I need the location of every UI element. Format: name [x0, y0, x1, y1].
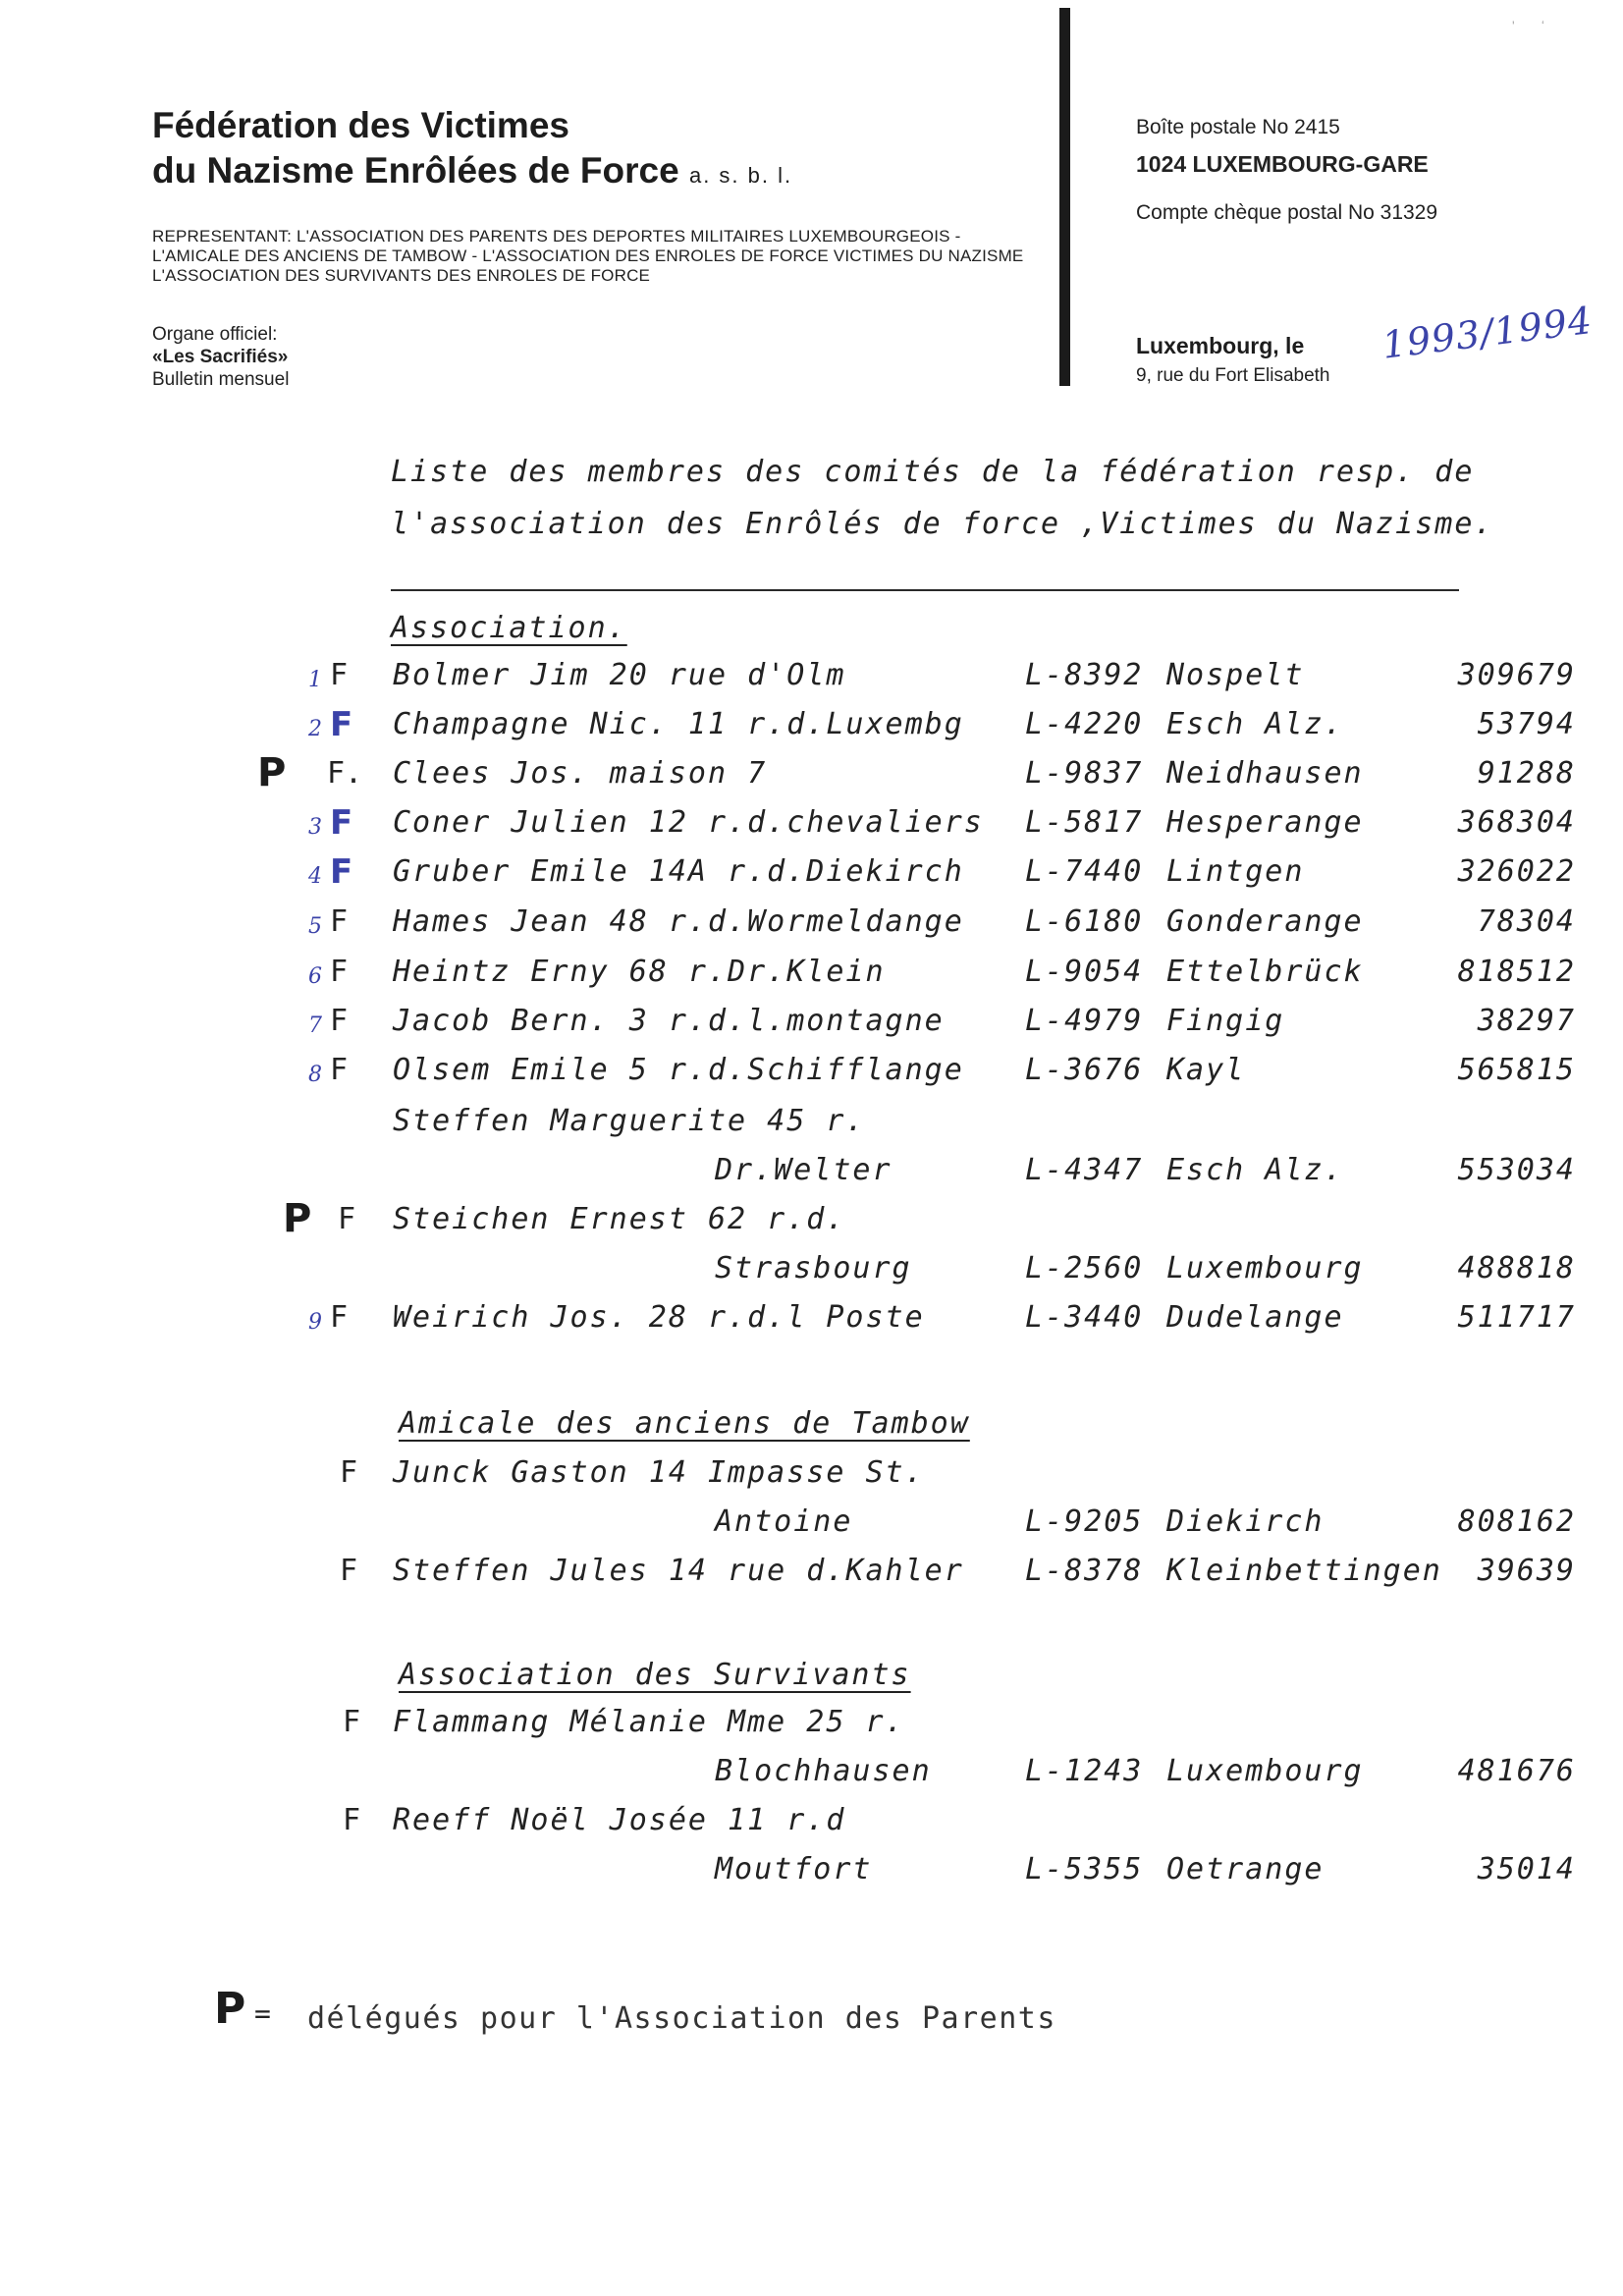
asbl-label: a. s. b. l. [688, 163, 793, 188]
row-index-number: 7 [308, 1013, 322, 1038]
letterhead-divider [1059, 8, 1070, 386]
member-postal-code: L-8378 [1025, 1554, 1144, 1588]
member-number: 53794 [1477, 707, 1576, 741]
row-index-number: 8 [308, 1063, 322, 1087]
member-name-address: Jacob Bern. 3 r.d.l.montagne [393, 1004, 945, 1038]
row-f-mark: F. [327, 756, 363, 791]
member-number: 326022 [1457, 854, 1576, 889]
org-name-line1: Fédération des Victimes [152, 105, 569, 145]
organ-label: Organe officiel: [152, 324, 278, 345]
member-postal-code: L-4979 [1025, 1004, 1144, 1038]
member-number: 309679 [1457, 658, 1576, 692]
member-number: 38297 [1477, 1004, 1576, 1038]
section-header-association: Association. [391, 611, 627, 645]
member-city: Kayl [1166, 1053, 1246, 1087]
member-address-continuation: Blochhausen [715, 1754, 932, 1788]
row-f-mark: F [330, 1300, 349, 1335]
row-p-delegate-mark: P [257, 750, 287, 795]
row-f-mark: F [330, 955, 349, 989]
member-postal-code: L-2560 [1025, 1251, 1144, 1285]
member-postal-code: L-9837 [1025, 756, 1144, 791]
represent-line: L'AMICALE DES ANCIENS DE TAMBOW - L'ASSOCIATION DES ENROLES DE FORCE VICTIMES DU NAZISME [152, 246, 1024, 265]
member-number: 488818 [1457, 1251, 1576, 1285]
member-number: 565815 [1457, 1053, 1576, 1087]
member-number: 91288 [1477, 756, 1576, 791]
member-name-address: Reeff Noël Josée 11 r.d [393, 1803, 846, 1837]
place-prefix: Luxembourg, le [1136, 333, 1305, 358]
member-number: 553034 [1457, 1153, 1576, 1187]
member-name-address: Flammang Mélanie Mme 25 r. [393, 1705, 905, 1739]
legend-equals: = [254, 1997, 271, 2030]
organ-name: «Les Sacrifiés» [152, 347, 289, 367]
member-city: Gonderange [1166, 904, 1364, 939]
member-city: Kleinbettingen [1166, 1554, 1442, 1588]
cheque-account: Compte chèque postal No 31329 [1136, 201, 1438, 224]
member-number: 78304 [1477, 904, 1576, 939]
member-postal-code: L-5817 [1025, 805, 1144, 840]
member-city: Fingig [1166, 1004, 1285, 1038]
organ-frequency: Bulletin mensuel [152, 369, 290, 390]
member-city: Luxembourg [1166, 1754, 1364, 1788]
member-postal-code: L-3676 [1025, 1053, 1144, 1087]
member-city: Diekirch [1166, 1504, 1325, 1539]
document-title-line2: l'association des Enrôlés de force ,Victimes du Nazisme. [391, 507, 1494, 541]
row-index-number: 9 [308, 1310, 322, 1335]
member-address-continuation: Antoine [715, 1504, 853, 1539]
handwritten-date: 1993/1994 [1380, 298, 1596, 367]
title-rule [391, 589, 1459, 591]
member-address-continuation: Dr.Welter [715, 1153, 893, 1187]
member-address-continuation: Strasbourg [715, 1251, 912, 1285]
member-number: 481676 [1457, 1754, 1576, 1788]
member-city: Nospelt [1166, 658, 1305, 692]
member-name-address: Bolmer Jim 20 rue d'Olm [393, 658, 846, 692]
member-name-address: Steffen Jules 14 rue d.Kahler [393, 1554, 964, 1588]
section-header-survivants: Association des Survivants [399, 1658, 911, 1692]
legend-text: délégués pour l'Association des Parents [307, 2001, 1056, 2036]
member-postal-code: L-9054 [1025, 955, 1144, 989]
section-header-tambow: Amicale des anciens de Tambow [399, 1406, 970, 1441]
member-city: Luxembourg [1166, 1251, 1364, 1285]
member-city: Hesperange [1166, 805, 1364, 840]
represent-line: REPRESENTANT: L'ASSOCIATION DES PARENTS DES DEPORTES MILITAIRES LUXEMBOURGEOIS - [152, 227, 961, 246]
row-f-mark: F [340, 1455, 358, 1490]
member-city: Ettelbrück [1166, 955, 1364, 989]
member-postal-code: L-4347 [1025, 1153, 1144, 1187]
row-index-number: 5 [308, 914, 322, 939]
member-number: 808162 [1457, 1504, 1576, 1539]
member-postal-code: L-6180 [1025, 904, 1144, 939]
member-address-continuation: Moutfort [715, 1852, 873, 1886]
member-number: 511717 [1457, 1300, 1576, 1335]
member-postal-code: L-7440 [1025, 854, 1144, 889]
member-name-address: Champagne Nic. 11 r.d.Luxembg [393, 707, 964, 741]
member-postal-code: L-3440 [1025, 1300, 1144, 1335]
member-postal-code: L-5355 [1025, 1852, 1144, 1886]
member-city: Esch Alz. [1166, 1153, 1344, 1187]
member-name-address: Coner Julien 12 r.d.chevaliers [393, 805, 984, 840]
row-index-number: 6 [308, 964, 322, 989]
member-city: Oetrange [1166, 1852, 1325, 1886]
row-f-mark: F [340, 1554, 358, 1588]
member-postal-code: L-4220 [1025, 707, 1144, 741]
row-index-number: 3 [308, 815, 322, 840]
organization-title [152, 103, 792, 198]
member-postal-code: L-8392 [1025, 658, 1144, 692]
row-f-mark: F [330, 705, 353, 744]
member-number: 35014 [1477, 1852, 1576, 1886]
row-index-number: 1 [308, 668, 322, 692]
member-number: 818512 [1457, 955, 1576, 989]
postal-city: 1024 LUXEMBOURG-GARE [1136, 151, 1429, 177]
member-name-address: Junck Gaston 14 Impasse St. [393, 1455, 925, 1490]
member-name-address: Clees Jos. maison 7 [393, 756, 768, 791]
member-postal-code: L-1243 [1025, 1754, 1144, 1788]
row-f-mark: F [330, 904, 349, 939]
member-number: 368304 [1457, 805, 1576, 840]
row-index-number: 4 [308, 864, 322, 889]
row-f-mark: F [330, 852, 353, 892]
member-name-address: Steichen Ernest 62 r.d. [393, 1202, 846, 1236]
row-f-mark: F [330, 803, 353, 843]
member-name-address: Weirich Jos. 28 r.d.l Poste [393, 1300, 925, 1335]
member-name-address: Gruber Emile 14A r.d.Diekirch [393, 854, 964, 889]
row-f-mark: F [330, 658, 349, 692]
row-p-delegate-mark: P [283, 1196, 312, 1241]
row-f-mark: F [343, 1803, 361, 1837]
po-box: Boîte postale No 2415 [1136, 116, 1340, 138]
member-name-address: Hames Jean 48 r.d.Wormeldange [393, 904, 964, 939]
org-name-line2: du Nazisme Enrôlées de Force [152, 150, 679, 191]
member-name-address: Heintz Erny 68 r.Dr.Klein [393, 955, 886, 989]
row-f-mark: F [338, 1202, 356, 1236]
row-f-mark: F [330, 1004, 349, 1038]
member-name-address: Olsem Emile 5 r.d.Schifflange [393, 1053, 964, 1087]
member-city: Lintgen [1166, 854, 1305, 889]
row-f-mark: F [330, 1053, 349, 1087]
row-index-number: 2 [308, 717, 322, 741]
document-title-line1: Liste des membres des comités de la fédération resp. de [391, 455, 1475, 489]
member-city: Dudelange [1166, 1300, 1344, 1335]
legend-p-mark: P [214, 1984, 246, 2034]
paper-specks: ' ʻ [1512, 18, 1545, 33]
member-name-address: Steffen Marguerite 45 r. [393, 1104, 866, 1138]
row-f-mark: F [343, 1705, 361, 1739]
member-city: Neidhausen [1166, 756, 1364, 791]
member-city: Esch Alz. [1166, 707, 1344, 741]
representant-block [152, 227, 1023, 286]
represent-line: L'ASSOCIATION DES SURVIVANTS DES ENROLES DE FORCE [152, 266, 651, 285]
official-organ-block [152, 323, 289, 391]
member-postal-code: L-9205 [1025, 1504, 1144, 1539]
street-address: 9, rue du Fort Elisabeth [1136, 365, 1330, 386]
member-number: 39639 [1477, 1554, 1576, 1588]
